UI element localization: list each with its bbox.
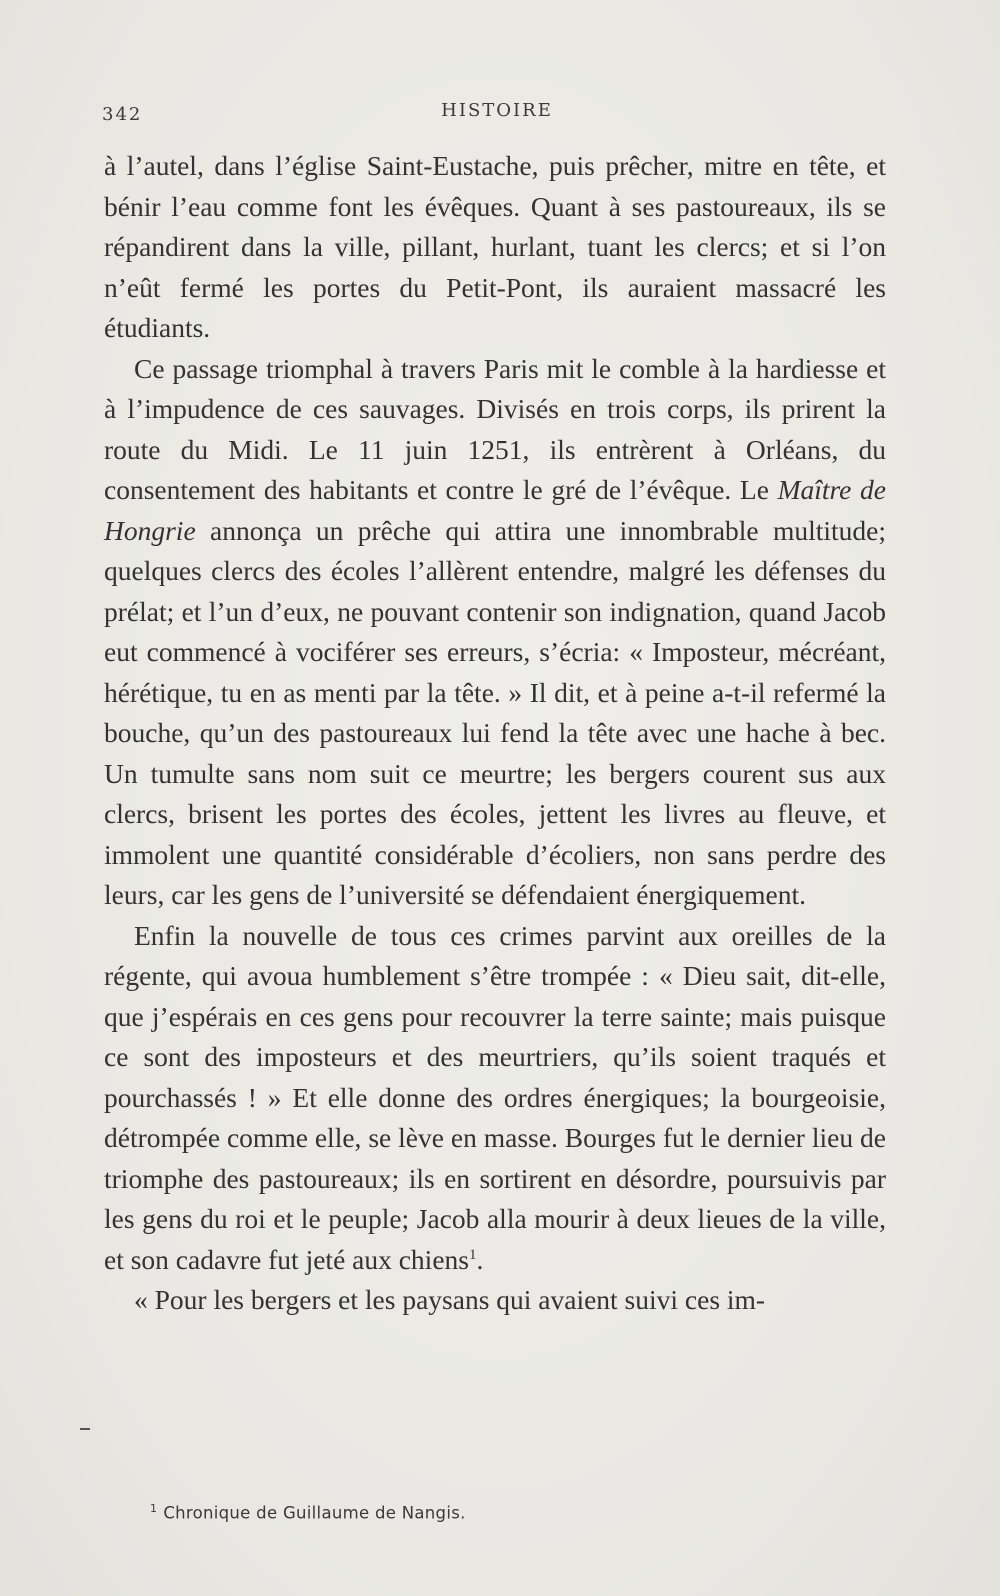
body-text	[104, 146, 886, 1321]
italic-title: Maître de Hongrie	[104, 474, 886, 546]
paragraph-1-text: à l’autel, dans l’église Saint-Eustache, puis prêcher, mitre en tête, et bénir l’eau comme font les évêques. Quant à ses pastoureaux, ils se répandirent dans la ville, pillant, hurlant, tuant les clercs; et si l’on n’eût fermé les portes du Petit-Pont, ils auraient massacré les étudiants.	[104, 150, 886, 343]
running-title: HISTOIRE	[441, 100, 553, 121]
paragraph-4-text: « Pour les bergers et les paysans qui avaient suivi ces im-	[134, 1284, 766, 1315]
paragraph-1	[104, 146, 886, 349]
page-header	[102, 100, 892, 130]
footnote-text: Chronique de Guillaume de Nangis.	[163, 1503, 466, 1523]
page-number: 342	[102, 104, 143, 125]
paragraph-2-text-end: annonça un prêche qui attira une innombrable multitude; quelques clercs des écoles l’allèrent entendre, malgré les défenses du prélat; et l’un d’eux, ne pouvant contenir son indignation, quand Jacob eut commencé à vociférer ses erreurs, s’écria: « Imposteur, mécréant, hérétique, tu en as menti par la tête. » Il dit, et à peine a-t-il refermé la bouche, qu’un des pastoureaux lui fend la tête avec une hache à bec. Un tumulte sans nom suit ce meurtre; les bergers courent sus aux clercs, brisent les portes des écoles, jettent les livres au fleuve, et immolent une quantité considérable d’écoliers, non sans perdre des leurs, car les gens de l’université se défendaient énergiquement.	[104, 514, 886, 910]
footnote-reference[interactable]: 1	[468, 1246, 477, 1263]
footnote	[150, 1502, 850, 1523]
paragraph-2-text-start: Ce passage triomphal à travers Paris mit le comble à la hardiesse et à l’impudence de ces sauvages. Divisés en trois corps, ils prirent la route du Midi. Le 11 juin 1251, ils entrèrent à Orléans, du consentement des habitants et contre le gré de l’évêque. Le	[104, 352, 886, 505]
footnote-number: 1	[150, 1502, 158, 1515]
paragraph-3	[104, 916, 886, 1281]
paragraph-3-text: Enfin la nouvelle de tous ces crimes parvint aux oreilles de la régente, qui avoua humblement s’être trompée : « Dieu sait, dit-elle, que j’espérais en ces gens pour recouvrer la terre sainte; mais puisque ce sont des imposteurs et des meurtriers, qu’ils soient traqués et pourchassés ! » Et elle donne des ordres énergiques; la bourgeoisie, détrompée comme elle, se lève en masse. Bourges fut le dernier lieu de triomphe des pastoureaux; ils en sortirent en désordre, poursuivis par les gens du roi et le peuple; Jacob alla mourir à deux lieues de la ville, et son cadavre fut jeté aux chiens	[104, 919, 886, 1275]
paragraph-3-end: .	[476, 1243, 484, 1275]
paragraph-4	[104, 1280, 886, 1321]
paragraph-2	[104, 349, 886, 916]
margin-mark	[80, 1428, 90, 1430]
